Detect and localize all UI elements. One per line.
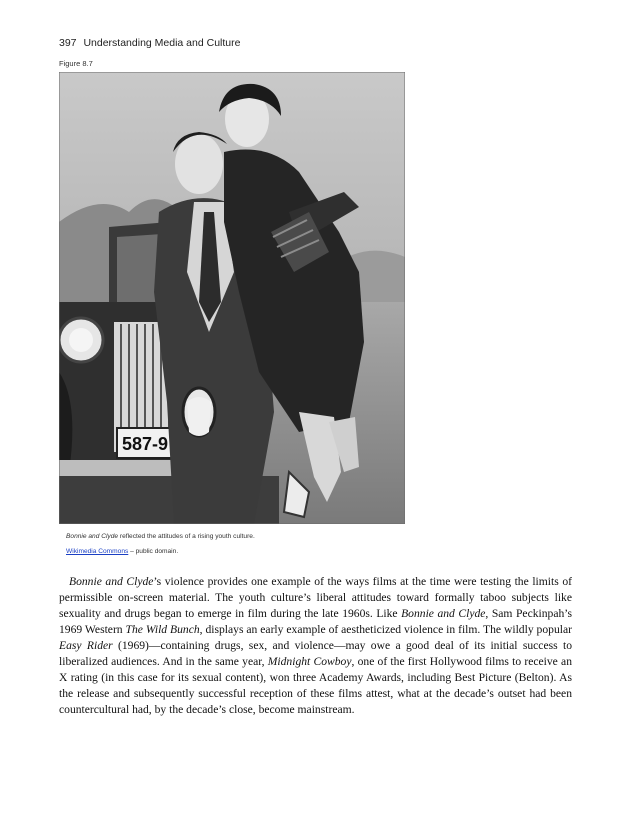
figure-caption <box>66 533 255 540</box>
body-paragraph <box>59 574 572 718</box>
paragraph-text: ’s violence provides one example of the ways films at the time were testing the limits of permissible on-screen material. The youth culture’s liberal attitudes toward formally taboo subjects like sexuality and drugs began to emerge in film during the late 1960s. Like <box>59 575 572 620</box>
caption-text: reflected the attitudes of a rising youth culture. <box>118 533 255 540</box>
film-title-bonnie-and-clyde: Bonnie and Clyde <box>401 607 486 620</box>
page-header <box>59 37 240 49</box>
film-title-midnight-cowboy: Midnight Cowboy <box>267 655 352 668</box>
paragraph-text: , displays an early example of aestheticized violence in film. The wildly popular <box>199 623 572 636</box>
figure-label: Figure 8.7 <box>59 59 93 68</box>
book-title: Understanding Media and Culture <box>83 37 241 49</box>
page-number: 397 <box>59 37 77 49</box>
film-title-the-wild-bunch: The Wild Bunch <box>125 623 200 636</box>
bonnie-and-clyde-photo <box>59 72 405 524</box>
caption-film-title: Bonnie and Clyde <box>66 533 119 540</box>
film-title-bonnie-and-clyde: Bonnie and Clyde <box>69 575 154 588</box>
film-title-easy-rider: Easy Rider <box>59 639 113 652</box>
paragraph-text: (1969)—containing drugs, sex, and violence—may owe a good deal of its initial success to liberalized audiences. And in the same year, <box>59 639 572 668</box>
wikimedia-commons-link[interactable]: Wikimedia Commons <box>66 548 129 555</box>
license-plate: 587-9 <box>121 434 169 454</box>
paragraph-text: , one of the first Hollywood films to receive an X rating (in this case for its sexual content), won three Academy Awards, including Best Picture (Belton). As the release and subsequently successful reception of these films attest, what at the decade’s outset had been countercultural had, by the decade’s close, become mainstream. <box>59 655 572 716</box>
figure-photo <box>59 72 405 524</box>
credit-text: – public domain. <box>128 548 179 555</box>
figure-credit <box>66 548 178 555</box>
paragraph-text: , Sam Peckinpah’s 1969 Western <box>59 607 573 636</box>
